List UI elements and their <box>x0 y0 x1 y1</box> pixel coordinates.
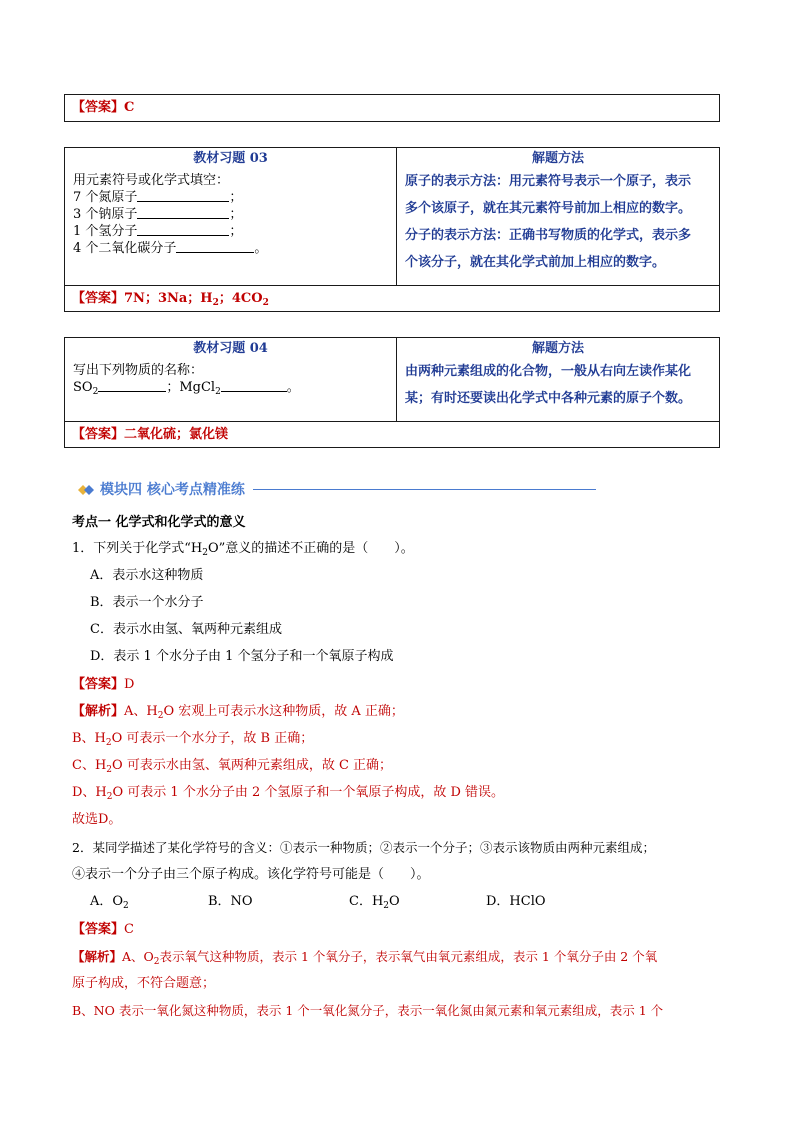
answer-value: C <box>124 100 135 115</box>
fill-item: $SO_2$ ；MgCl$_2$ 。 <box>73 380 300 397</box>
answer-blank[interactable] <box>221 379 287 392</box>
analysis-line: B、$H_2O$ 可表示一个水分子，故 B 正确； <box>72 731 314 748</box>
question-1-answer: 【答案】D <box>72 677 135 692</box>
method-title: 解题方法 <box>531 151 584 166</box>
answer-tag: 【答案】 <box>72 100 125 115</box>
option-a[interactable]: A．表示水这种物质 <box>90 568 204 583</box>
exercise-03-title: 教材习题 03 <box>193 151 268 166</box>
answer-box-top <box>64 94 720 122</box>
option-b[interactable]: B．表示一个水分子 <box>90 595 204 610</box>
module-title: 模块四 核心考点精准练 <box>100 482 245 498</box>
answer-blank[interactable] <box>137 206 229 219</box>
method-line: 分子的表示方法：正确书写物质的化学式，表示多 <box>405 228 692 243</box>
option-b[interactable]: B．NO <box>208 894 253 909</box>
method-line: 某；有时还要读出化学式中各种元素的原子个数。 <box>405 391 692 406</box>
option-c[interactable]: C．表示水由氢、氧两种元素组成 <box>90 622 282 637</box>
section-title: 考点一 化学式和化学式的意义 <box>72 515 246 530</box>
exercise-03-table <box>64 147 720 312</box>
fill-item: 1 个氢分子 ； <box>73 224 243 239</box>
answer-line <box>65 95 719 121</box>
method-line: 多个该原子，就在其元素符号前加上相应的数字。 <box>405 201 692 216</box>
answer-blank[interactable] <box>98 379 166 392</box>
option-a[interactable]: A．$O_2$ <box>90 894 129 911</box>
fill-item: 7 个氮原子 ； <box>73 190 243 205</box>
analysis-line: 【解析】A、$H_2O$ 宏观上可表示水这种物质，故 A 正确； <box>72 704 404 721</box>
diamond-chevron-icon <box>76 482 96 496</box>
analysis-line: B、NO 表示一氧化氮这种物质，表示 1 个一氧化氮分子，表示一氧化氮由氮元素和氧元素组成，表示 1 个 <box>72 1003 664 1018</box>
module-divider <box>253 489 596 490</box>
exercise-03-question <box>65 148 397 285</box>
method-line: 个该分子，就在其化学式前加上相应的数字。 <box>405 255 666 270</box>
exercise-04-title: 教材习题 04 <box>193 341 268 356</box>
analysis-line: C、$H_2O$ 可表示水由氢、氧两种元素组成，故 C 正确； <box>72 758 393 775</box>
method-title: 解题方法 <box>531 341 584 356</box>
exercise-03-answer: 【答案】7N；3Na；$H_2$；$4CO_2$ <box>65 285 719 312</box>
answer-blank[interactable] <box>137 223 229 236</box>
question-2-answer: 【答案】C <box>72 922 134 937</box>
question-2-stem-cont: ④表示一个分子由三个原子构成。该化学符号可能是（ ）。 <box>72 867 430 882</box>
answer-blank[interactable] <box>137 189 229 202</box>
analysis-line: 原子构成，不符合题意； <box>72 976 216 991</box>
exercise-04-prompt: 写出下列物质的名称： <box>73 363 204 378</box>
exercise-04-method <box>397 338 719 421</box>
fill-item: 3 个钠原子 ； <box>73 207 243 222</box>
question-2-stem: 2．某同学描述了某化学符号的含义：①表示一种物质；②表示一个分子；③表示该物质由两种元素组成； <box>72 840 655 855</box>
question-1-stem: 1．下列关于化学式“$H_2O$”意义的描述不正确的是（ ）。 <box>72 541 414 558</box>
method-line: 由两种元素组成的化合物，一般从右向左读作某化 <box>405 364 692 379</box>
analysis-line: 【解析】A、$O_2$表示氧气这种物质，表示 1 个氧分子，表示氧气由氧元素组成，表示 1 个氧分子由 2 个氧 <box>72 949 658 967</box>
fill-item: 4 个二氧化碳分子 。 <box>73 241 268 256</box>
method-line: 原子的表示方法：用元素符号表示一个原子，表示 <box>405 174 692 189</box>
exercise-04-table <box>64 337 720 448</box>
exercise-03-method <box>397 148 719 285</box>
option-c[interactable]: C．$H_2O$ <box>349 894 400 911</box>
exercise-03-prompt: 用元素符号或化学式填空： <box>73 173 230 188</box>
exercise-04-answer: 【答案】二氧化硫；氯化镁 <box>65 421 719 448</box>
option-d[interactable]: D．表示 1 个水分子由 1 个氢分子和一个氧原子构成 <box>90 649 394 664</box>
analysis-line: D、$H_2O$ 可表示 1 个水分子由 2 个氢原子和一个氧原子构成，故 D 错误。 <box>72 785 505 802</box>
module-header <box>76 478 596 500</box>
analysis-conclusion: 故选D。 <box>72 812 122 827</box>
option-d[interactable]: D．HClO <box>486 894 546 909</box>
exercise-04-question <box>65 338 397 421</box>
answer-blank[interactable] <box>176 240 254 253</box>
